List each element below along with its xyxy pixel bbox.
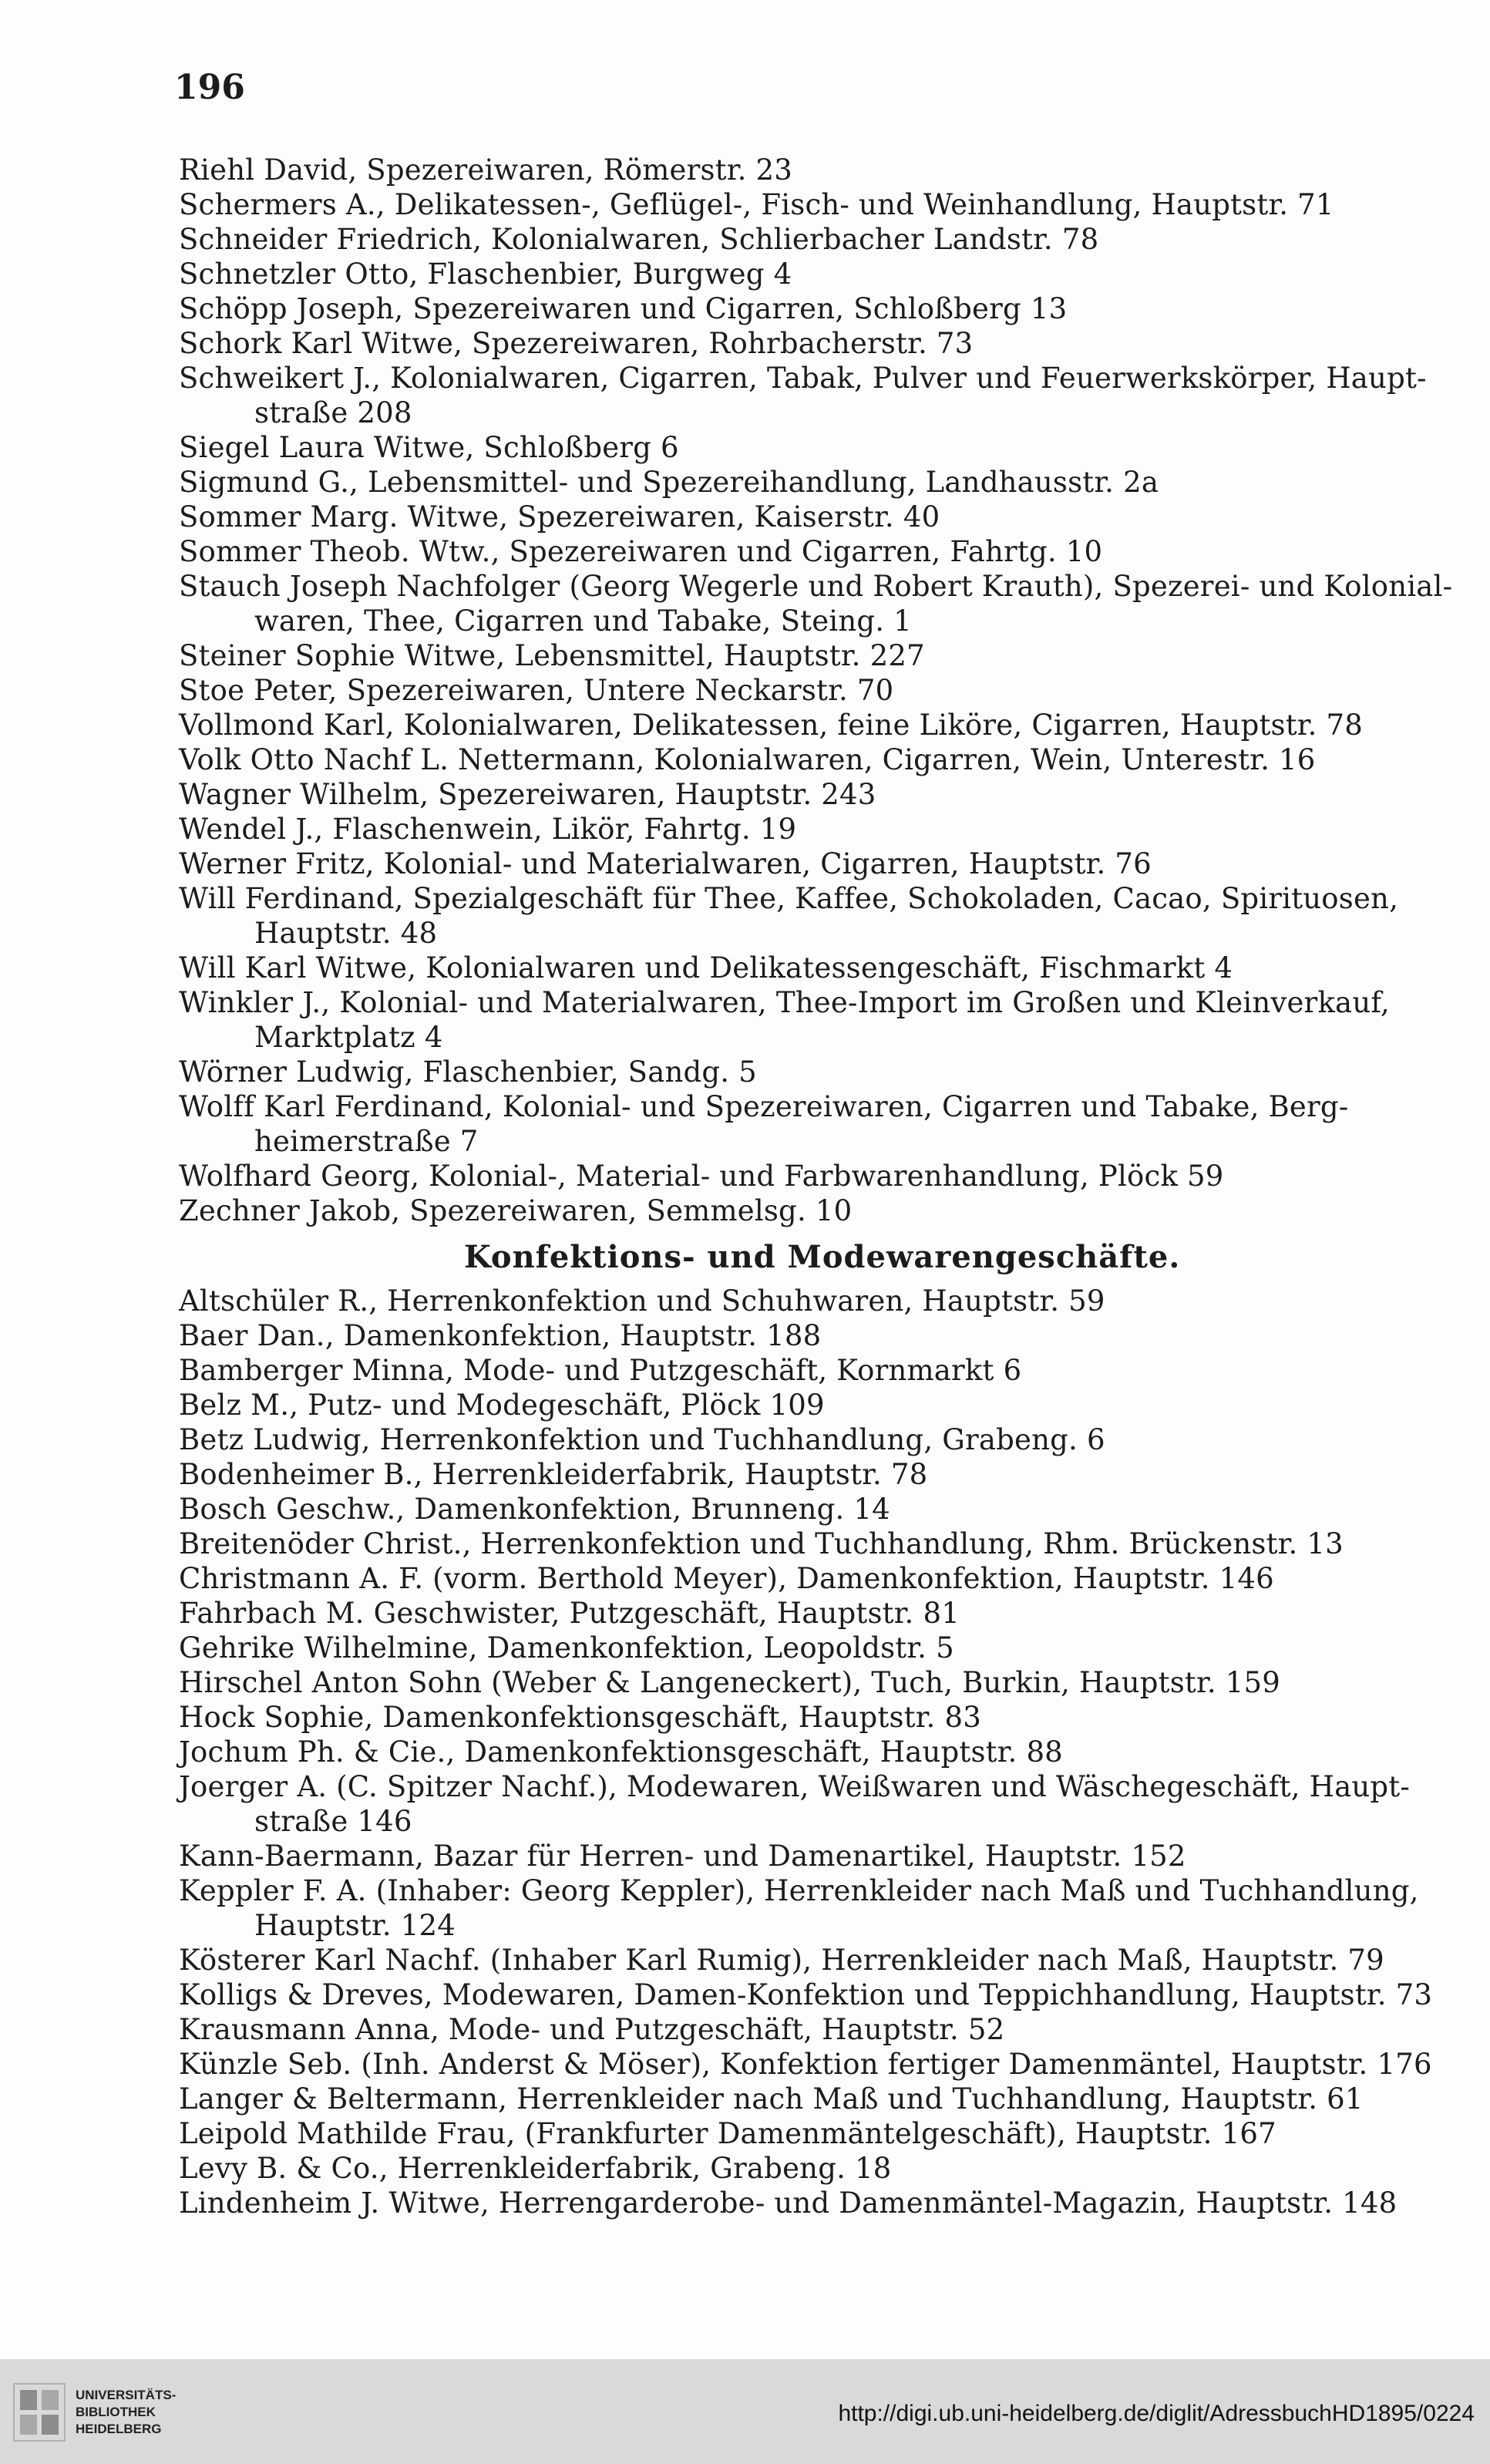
list-item-continuation: heimerstraße 7: [254, 1125, 479, 1158]
list-item-continuation: straße 146: [254, 1805, 412, 1838]
list-item: Hirschel Anton Sohn (Weber & Langeneckert), Tuch, Burkin, Hauptstr. 159: [179, 1666, 1280, 1699]
list-item: Betz Ludwig, Herrenkonfektion und Tuchhandlung, Grabeng. 6: [179, 1423, 1105, 1456]
list-item: Altschüler R., Herrenkonfektion und Schuhwaren, Hauptstr. 59: [179, 1284, 1105, 1318]
library-logo[interactable]: [12, 2379, 177, 2445]
library-seal-icon: [12, 2382, 66, 2442]
list-item-continuation: Hauptstr. 48: [254, 917, 438, 950]
list-item: Zechner Jakob, Spezereiwaren, Semmelsg. 10: [179, 1194, 853, 1227]
list-item-continuation: Marktplatz 4: [254, 1021, 443, 1054]
list-item: Wendel J., Flaschenwein, Likör, Fahrtg. 19: [179, 813, 797, 846]
list-item-continuation: Hauptstr. 124: [254, 1909, 456, 1942]
directory-list: [179, 153, 1451, 2220]
list-item: Hock Sophie, Damenkonfektionsgeschäft, Hauptstr. 83: [179, 1701, 981, 1734]
list-item: Will Karl Witwe, Kolonialwaren und Delikatessengeschäft, Fischmarkt 4: [179, 951, 1233, 985]
list-item: Joerger A. (C. Spitzer Nachf.), Modewaren, Weißwaren und Wäschegeschäft, Haupt-: [179, 1770, 1411, 1803]
source-url-link[interactable]: http://digi.ub.uni-heidelberg.de/diglit/AdressbuchHD1895/0224: [838, 2401, 1475, 2426]
list-item: Siegel Laura Witwe, Schloßberg 6: [179, 431, 679, 464]
list-item: Wörner Ludwig, Flaschenbier, Sandg. 5: [179, 1055, 757, 1089]
library-name-line3: HEIDELBERG: [76, 2422, 162, 2436]
list-item: Sommer Marg. Witwe, Spezereiwaren, Kaiserstr. 40: [179, 500, 940, 534]
footer-bar: [0, 2359, 1490, 2464]
list-item-continuation: waren, Thee, Cigarren und Tabake, Steing. 1: [254, 604, 912, 638]
list-item: Krausmann Anna, Mode- und Putzgeschäft, Hauptstr. 52: [179, 2013, 1005, 2046]
list-item: Lindenheim J. Witwe, Herrengarderobe- und Damenmäntel-Magazin, Hauptstr. 148: [179, 2186, 1398, 2220]
list-item: Will Ferdinand, Spezialgeschäft für Thee, Kaffee, Schokoladen, Cacao, Spirituosen,: [179, 882, 1399, 915]
list-item: Fahrbach M. Geschwister, Putzgeschäft, Hauptstr. 81: [179, 1597, 960, 1630]
list-item: Leipold Mathilde Frau, (Frankfurter Damenmäntelgeschäft), Hauptstr. 167: [179, 2117, 1276, 2150]
list-item: Belz M., Putz- und Modegeschäft, Plöck 109: [179, 1389, 825, 1422]
list-item: Bosch Geschw., Damenkonfektion, Brunneng. 14: [179, 1493, 890, 1526]
list-item: Vollmond Karl, Kolonialwaren, Delikatessen, feine Liköre, Cigarren, Hauptstr. 78: [179, 709, 1364, 742]
list-item: Steiner Sophie Witwe, Lebensmittel, Hauptstr. 227: [179, 639, 925, 672]
list-item: Wagner Wilhelm, Spezereiwaren, Hauptstr. 243: [179, 778, 876, 811]
list-item: Wolff Karl Ferdinand, Kolonial- und Spezereiwaren, Cigarren und Tabake, Berg-: [179, 1090, 1349, 1123]
list-item: Künzle Seb. (Inh. Anderst & Möser), Konfektion fertiger Damenmäntel, Hauptstr. 176: [179, 2048, 1432, 2081]
list-item: Winkler J., Kolonial- und Materialwaren, Thee-Import im Großen und Kleinverkauf,: [179, 986, 1390, 1019]
library-name: [76, 2387, 176, 2438]
list-item: Sommer Theob. Wtw., Spezereiwaren und Cigarren, Fahrtg. 10: [179, 535, 1103, 568]
entries-group-grocers: [179, 153, 1451, 1228]
list-item: Kann-Baermann, Bazar für Herren- und Damenartikel, Hauptstr. 152: [179, 1840, 1186, 1873]
page-number: 196: [174, 68, 245, 107]
list-item: Christmann A. F. (vorm. Berthold Meyer), Damenkonfektion, Hauptstr. 146: [179, 1562, 1274, 1595]
list-item: Bodenheimer B., Herrenkleiderfabrik, Hauptstr. 78: [179, 1458, 928, 1491]
list-item: Stoe Peter, Spezereiwaren, Untere Neckarstr. 70: [179, 674, 894, 707]
list-item: Wolfhard Georg, Kolonial-, Material- und Farbwarenhandlung, Plöck 59: [179, 1160, 1224, 1193]
list-item: Volk Otto Nachf L. Nettermann, Kolonialwaren, Cigarren, Wein, Unterestr. 16: [179, 743, 1316, 776]
list-item: Jochum Ph. & Cie., Damenkonfektionsgeschäft, Hauptstr. 88: [179, 1735, 1063, 1769]
list-item: Bamberger Minna, Mode- und Putzgeschäft, Kornmarkt 6: [179, 1354, 1022, 1387]
list-item: Schermers A., Delikatessen-, Geflügel-, Fisch- und Weinhandlung, Hauptstr. 71: [179, 188, 1334, 221]
list-item: Schöpp Joseph, Spezereiwaren und Cigarren, Schloßberg 13: [179, 292, 1068, 325]
list-item: Keppler F. A. (Inhaber: Georg Keppler), Herrenkleider nach Maß und Tuchhandlung,: [179, 1874, 1419, 1907]
list-item: Langer & Beltermann, Herrenkleider nach Maß und Tuchhandlung, Hauptstr. 61: [179, 2082, 1364, 2116]
list-item: Schnetzler Otto, Flaschenbier, Burgweg 4: [179, 258, 792, 291]
list-item: Breitenöder Christ., Herrenkonfektion und Tuchhandlung, Rhm. Brückenstr. 13: [179, 1527, 1344, 1560]
list-item: Kolligs & Dreves, Modewaren, Damen-Konfektion und Teppichhandlung, Hauptstr. 73: [179, 1978, 1433, 2011]
library-name-line1: UNIVERSITÄTS-: [76, 2388, 177, 2402]
list-item-continuation: straße 208: [254, 396, 412, 429]
list-item: Stauch Joseph Nachfolger (Georg Wegerle und Robert Krauth), Spezerei- und Kolonial-: [179, 570, 1453, 603]
list-item: Levy B. & Co., Herrenkleiderfabrik, Grabeng. 18: [179, 2152, 892, 2185]
list-item: Schweikert J., Kolonialwaren, Cigarren, Tabak, Pulver und Feuerwerkskörper, Haupt-: [179, 362, 1427, 395]
section-heading: Konfektions- und Modewarengeschäfte.: [464, 1239, 1181, 1275]
list-item: Schork Karl Witwe, Spezereiwaren, Rohrbacherstr. 73: [179, 327, 974, 360]
list-item: Baer Dan., Damenkonfektion, Hauptstr. 188: [179, 1319, 822, 1352]
library-name-line2: BIBLIOTHEK: [76, 2405, 156, 2419]
list-item: Gehrike Wilhelmine, Damenkonfektion, Leopoldstr. 5: [179, 1631, 954, 1665]
list-item: Werner Fritz, Kolonial- und Materialwaren, Cigarren, Hauptstr. 76: [179, 847, 1152, 880]
list-item: Schneider Friedrich, Kolonialwaren, Schlierbacher Landstr. 78: [179, 223, 1099, 256]
entries-group-fashion: [179, 1284, 1451, 2220]
list-item: Kösterer Karl Nachf. (Inhaber Karl Rumig), Herrenkleider nach Maß, Hauptstr. 79: [179, 1944, 1384, 1977]
list-item: Riehl David, Spezereiwaren, Römerstr. 23: [179, 153, 792, 187]
list-item: Sigmund G., Lebensmittel- und Spezereihandlung, Landhausstr. 2a: [179, 466, 1159, 499]
